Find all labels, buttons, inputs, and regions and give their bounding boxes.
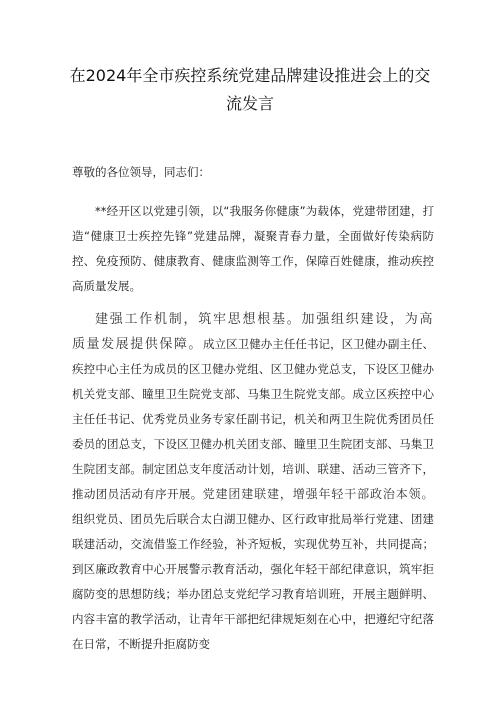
paragraph-body-1: 成立区卫健办主任任书记，区卫健办副主任、疾控中心主任为成员的区卫健办党组、区卫健办党总支，下设区卫健办机关党支部、瞳里卫生院党支部、马集卫生院党支部。成立区疾控中心主任任书记、优秀党员业务专家任副书记，机关和两卫生院优秀团员任委员的团总支，下设区卫健办机关团支部、瞳里卫生院团支部、马集卫生院团支部。制定团总支年度活动计划，培训、联建、活动三管齐下，推动团员活动有序开展。: [72, 337, 434, 501]
paragraph-work-mechanism: [72, 307, 434, 657]
paragraph-body-2: 组织党员、团员先后联合太白湖卫健办、区行政审批局举行党建、团建联建活动，交流借鉴工作经验，补齐短板，实现优势互补，共同提高；到区廉政教育中心开展警示教育活动，强化年轻干部纪律意识，筑牢拒腐防变的思想防线；举办团总支党纪学习教育培训班，开展主题鲜明、内容丰富的教学活动，让青年干部把纪律规矩刻在心中，把遵纪守纪落在日常，不断提升拒腐防变: [72, 512, 434, 651]
title-line-1: 在2024年全市疾控系统党建品牌建设推进会上的交: [69, 66, 431, 85]
paragraph-heading: 建强工作机制，筑牢思想根基。加强组织建设，为高质量发展提供保障。: [72, 312, 434, 352]
salutation: 尊敬的各位领导，同志们：: [72, 165, 210, 179]
paragraph-subheading: 党建团建联建，增强年轻干部政治本领。: [202, 487, 434, 501]
document-title: [60, 62, 440, 118]
paragraph-intro: **经开区以党建引领，以“我服务你健康”为载体，党建带团建，打造“健康卫士疾控先锋”党建品牌，凝聚青春力量，全面做好传染病防控、免疫预防、健康教育、健康监测等工作，保障百姓健康，推动疾控高质量发展。: [72, 204, 434, 293]
title-line-2: 流发言: [225, 94, 274, 113]
